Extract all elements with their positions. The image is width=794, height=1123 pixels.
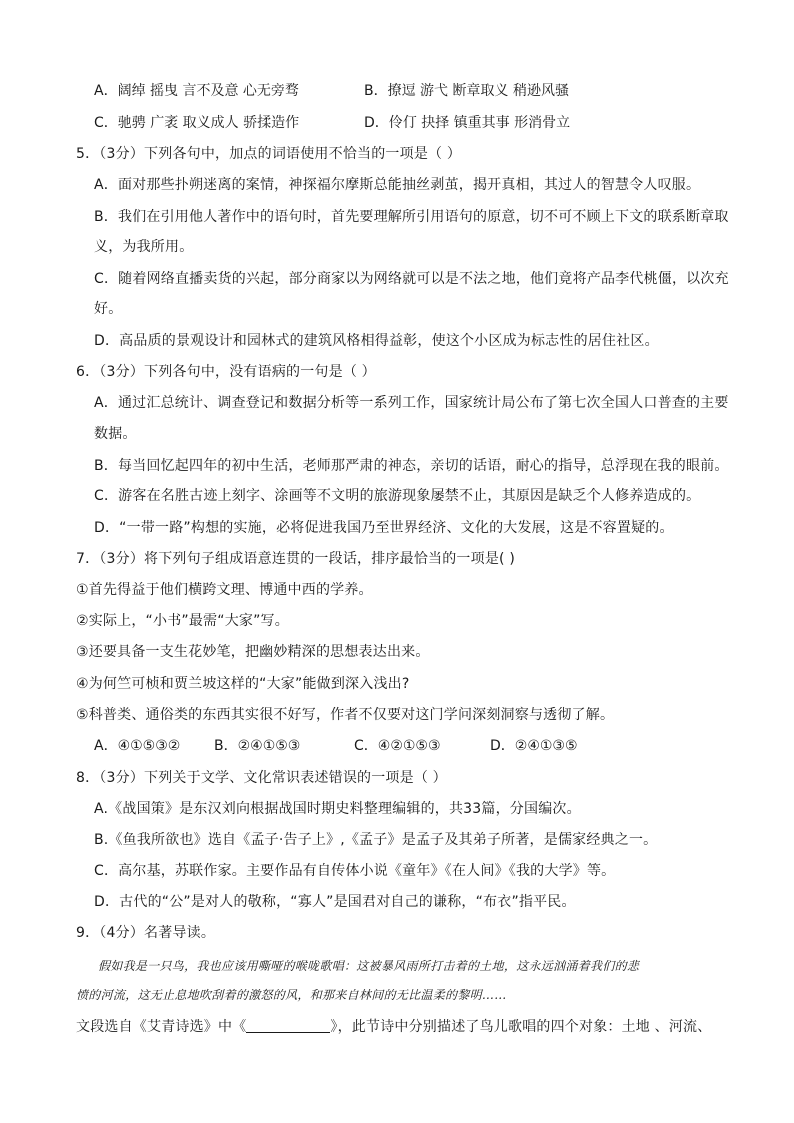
q4-option-d[interactable]: D．伶仃 抉择 镇重其事 形消骨立: [364, 115, 571, 131]
q7-option-d[interactable]: D．②④①③⑤: [490, 738, 578, 754]
q7-option-c[interactable]: C．④②①⑤③: [354, 738, 441, 754]
q7-option-a[interactable]: A．④①⑤③②: [94, 738, 181, 754]
q5-option-a[interactable]: A．面对那些扑朔迷离的案情，神探福尔摩斯总能抽丝剥茧，揭开真相，其过人的智慧令人叹服。: [94, 177, 701, 193]
q6-stem: 6．（3分）下列各句中，没有语病的一句是（ ）: [76, 364, 376, 380]
q7-sentence-4: ④为何竺可桢和贾兰坡这样的“大家”能做到深入浅出?: [76, 676, 410, 692]
q4-option-a[interactable]: A．阔绰 摇曳 言不及意 心无旁骛: [94, 83, 299, 99]
q9-question-suffix: 》，此节诗中分别描述了鸟儿歌唱的四个对象：土地 、河流、: [330, 1019, 712, 1035]
q8-option-c[interactable]: C．高尔基，苏联作家。主要作品有自传体小说《童年》《在人间》《我的大学》等。: [94, 863, 616, 879]
q4-option-b[interactable]: B．撩逗 游弋 断章取义 稍逊风骚: [364, 83, 569, 99]
q8-option-b[interactable]: B.《鱼我所欲也》选自《孟子·告子上》,《孟子》是孟子及其弟子所著，是儒家经典之一。: [94, 832, 658, 848]
q6-option-a-cont: 数据。: [94, 426, 137, 442]
q6-option-a[interactable]: A．通过汇总统计、调查登记和数据分析等一系列工作，国家统计局公布了第七次全国人口普查的主要: [94, 395, 729, 411]
q9-stem: 9．（4分）名著导读。: [76, 925, 216, 941]
q5-option-b-cont: 义，为我所用。: [94, 239, 194, 255]
q7-sentence-2: ②实际上，“小书”最需“大家”写。: [76, 613, 289, 629]
q8-option-d[interactable]: D．古代的“公”是对人的敬称，“寡人”是国君对自己的谦称，“布衣”指平民。: [94, 894, 576, 910]
q9-question-prefix: 文段选自《艾青诗选》中《: [76, 1019, 247, 1035]
q7-sentence-5: ⑤科普类、通俗类的东西其实很不好写，作者不仅要对这门学问深刻洞察与透彻了解。: [76, 707, 615, 723]
q6-option-c[interactable]: C．游客在名胜古迹上刻字、涂画等不文明的旅游现象屡禁不止，其原因是缺乏个人修养造成的。: [94, 488, 701, 504]
q8-stem: 8．（3分）下列关于文学、文化常识表述错误的一项是（ ）: [76, 770, 447, 786]
q7-sentence-1: ①首先得益于他们横跨文理、博通中西的学养。: [76, 582, 373, 598]
q6-option-b[interactable]: B．每当回忆起四年的初中生活，老师那严肃的神态，亲切的话语，耐心的指导，总浮现在我的眼前。: [94, 458, 729, 474]
q9-poem-line-2: 愤的河流，这无止息地吹刮着的激怒的风，和那来自林间的无比温柔的黎明……: [76, 988, 507, 1002]
q5-option-c[interactable]: C．随着网络直播卖货的兴起，部分商家以为网络就可以是不法之地，他们竟将产品李代桃僵，以次充: [94, 271, 729, 287]
q5-option-d[interactable]: D．高品质的景观设计和园林式的建筑风格相得益彰，使这个小区成为标志性的居住社区。: [94, 333, 659, 349]
q7-sentence-3: ③还要具备一支生花妙笔，把幽妙精深的思想表达出来。: [76, 644, 430, 660]
q9-question-line: [76, 1017, 711, 1037]
q4-option-c[interactable]: C．驰骋 广袤 取义成人 骄揉造作: [94, 115, 300, 131]
q8-option-a[interactable]: A.《战国策》是东汉刘向根据战国时期史料整理编辑的，共33篇，分国编次。: [94, 801, 581, 817]
q5-option-b[interactable]: B．我们在引用他人著作中的语句时，首先要理解所引用语句的原意，切不可不顾上下文的联系断章取: [94, 209, 729, 225]
q5-option-c-cont: 好。: [94, 301, 123, 317]
q6-option-d[interactable]: D．“一带一路”构想的实施，必将促进我国乃至世界经济、文化的大发展，这是不容置疑的。: [94, 520, 674, 536]
q9-poem-line-1: 假如我是一只鸟，我也应该用嘶哑的喉咙歌唱：这被暴风雨所打击着的土地，这永远汹涌着我们的悲: [98, 959, 640, 973]
q9-answer-blank[interactable]: [246, 1018, 330, 1033]
q5-stem: 5．（3分）下列各句中，加点的词语使用不恰当的一项是（ ）: [76, 146, 462, 162]
q7-stem: 7．（3分）将下列句子组成语意连贯的一段话，排序最恰当的一项是( ): [76, 551, 515, 567]
q7-option-b[interactable]: B．②④①⑤③: [214, 738, 301, 754]
